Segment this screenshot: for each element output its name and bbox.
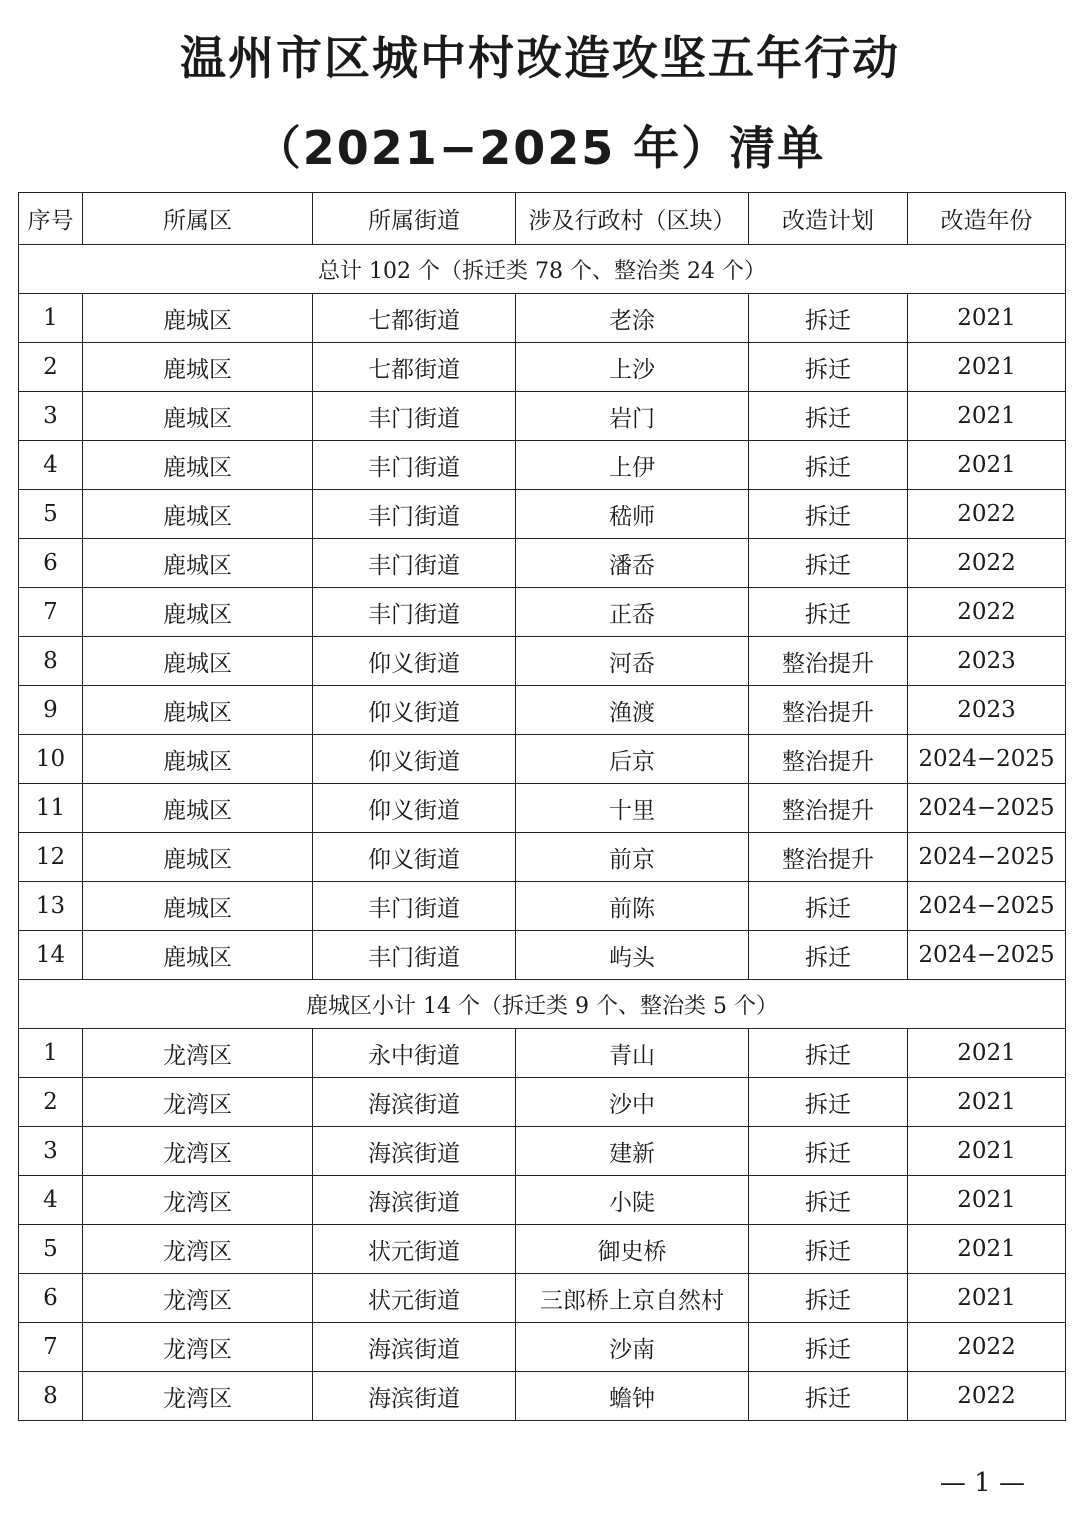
cell-year: 2024−2025 xyxy=(908,833,1066,882)
cell-seq: 1 xyxy=(19,1029,83,1078)
cell-village: 蟾钟 xyxy=(516,1372,749,1421)
cell-village: 潘岙 xyxy=(516,539,749,588)
cell-district: 鹿城区 xyxy=(83,588,313,637)
renovation-list-table xyxy=(18,192,1066,1421)
cell-plan: 拆迁 xyxy=(749,490,908,539)
cell-year: 2023 xyxy=(908,637,1066,686)
table-row xyxy=(19,1176,1066,1225)
cell-street: 仰义街道 xyxy=(313,784,516,833)
cell-seq: 6 xyxy=(19,539,83,588)
cell-seq: 1 xyxy=(19,294,83,343)
cell-district: 龙湾区 xyxy=(83,1029,313,1078)
cell-street: 永中街道 xyxy=(313,1029,516,1078)
cell-district: 鹿城区 xyxy=(83,294,313,343)
cell-seq: 3 xyxy=(19,1127,83,1176)
cell-district: 龙湾区 xyxy=(83,1225,313,1274)
header-year: 改造年份 xyxy=(908,193,1066,245)
cell-year: 2024−2025 xyxy=(908,931,1066,980)
cell-plan: 拆迁 xyxy=(749,441,908,490)
cell-plan: 拆迁 xyxy=(749,1372,908,1421)
cell-village: 后京 xyxy=(516,735,749,784)
table-row xyxy=(19,392,1066,441)
total-row xyxy=(19,245,1066,294)
cell-district: 鹿城区 xyxy=(83,392,313,441)
cell-plan: 拆迁 xyxy=(749,1176,908,1225)
cell-plan: 拆迁 xyxy=(749,539,908,588)
cell-street: 丰门街道 xyxy=(313,882,516,931)
cell-year: 2024−2025 xyxy=(908,784,1066,833)
cell-year: 2021 xyxy=(908,294,1066,343)
table-row xyxy=(19,1274,1066,1323)
cell-district: 鹿城区 xyxy=(83,637,313,686)
cell-year: 2022 xyxy=(908,588,1066,637)
cell-district: 鹿城区 xyxy=(83,490,313,539)
cell-seq: 10 xyxy=(19,735,83,784)
table-row xyxy=(19,1078,1066,1127)
cell-seq: 9 xyxy=(19,686,83,735)
cell-village: 青山 xyxy=(516,1029,749,1078)
table-row xyxy=(19,1029,1066,1078)
cell-street: 丰门街道 xyxy=(313,392,516,441)
cell-seq: 7 xyxy=(19,1323,83,1372)
cell-village: 岩门 xyxy=(516,392,749,441)
cell-year: 2022 xyxy=(908,490,1066,539)
table-row xyxy=(19,1127,1066,1176)
cell-seq: 13 xyxy=(19,882,83,931)
cell-plan: 拆迁 xyxy=(749,1029,908,1078)
cell-street: 海滨街道 xyxy=(313,1078,516,1127)
cell-street: 七都街道 xyxy=(313,294,516,343)
cell-plan: 拆迁 xyxy=(749,1127,908,1176)
cell-plan: 整治提升 xyxy=(749,735,908,784)
table-row xyxy=(19,1225,1066,1274)
table-row xyxy=(19,833,1066,882)
cell-street: 状元街道 xyxy=(313,1225,516,1274)
cell-plan: 拆迁 xyxy=(749,343,908,392)
table-row xyxy=(19,1372,1066,1421)
cell-plan: 拆迁 xyxy=(749,588,908,637)
cell-district: 龙湾区 xyxy=(83,1372,313,1421)
cell-seq: 14 xyxy=(19,931,83,980)
cell-street: 海滨街道 xyxy=(313,1127,516,1176)
table-row xyxy=(19,686,1066,735)
cell-seq: 5 xyxy=(19,1225,83,1274)
cell-street: 状元街道 xyxy=(313,1274,516,1323)
cell-village: 建新 xyxy=(516,1127,749,1176)
cell-street: 仰义街道 xyxy=(313,637,516,686)
cell-year: 2021 xyxy=(908,392,1066,441)
table-row xyxy=(19,343,1066,392)
header-plan: 改造计划 xyxy=(749,193,908,245)
table-row xyxy=(19,882,1066,931)
cell-village: 河岙 xyxy=(516,637,749,686)
cell-district: 鹿城区 xyxy=(83,539,313,588)
table-row xyxy=(19,735,1066,784)
cell-year: 2021 xyxy=(908,343,1066,392)
cell-district: 鹿城区 xyxy=(83,343,313,392)
cell-seq: 4 xyxy=(19,1176,83,1225)
cell-street: 海滨街道 xyxy=(313,1323,516,1372)
cell-village: 上伊 xyxy=(516,441,749,490)
cell-street: 海滨街道 xyxy=(313,1372,516,1421)
table-row xyxy=(19,588,1066,637)
cell-year: 2021 xyxy=(908,1029,1066,1078)
cell-street: 丰门街道 xyxy=(313,490,516,539)
cell-plan: 拆迁 xyxy=(749,294,908,343)
total-summary: 总计 102 个（拆迁类 78 个、整治类 24 个） xyxy=(19,245,1066,294)
cell-village: 渔渡 xyxy=(516,686,749,735)
cell-village: 御史桥 xyxy=(516,1225,749,1274)
cell-year: 2024−2025 xyxy=(908,735,1066,784)
header-district: 所属区 xyxy=(83,193,313,245)
cell-village: 三郎桥上京自然村 xyxy=(516,1274,749,1323)
cell-year: 2021 xyxy=(908,1078,1066,1127)
cell-village: 沙南 xyxy=(516,1323,749,1372)
cell-plan: 整治提升 xyxy=(749,784,908,833)
cell-district: 鹿城区 xyxy=(83,686,313,735)
table-row xyxy=(19,441,1066,490)
cell-seq: 5 xyxy=(19,490,83,539)
cell-village: 上沙 xyxy=(516,343,749,392)
cell-district: 龙湾区 xyxy=(83,1176,313,1225)
cell-district: 龙湾区 xyxy=(83,1323,313,1372)
cell-year: 2022 xyxy=(908,539,1066,588)
cell-seq: 3 xyxy=(19,392,83,441)
cell-district: 鹿城区 xyxy=(83,784,313,833)
cell-village: 前京 xyxy=(516,833,749,882)
cell-village: 正岙 xyxy=(516,588,749,637)
table-row xyxy=(19,490,1066,539)
cell-village: 屿头 xyxy=(516,931,749,980)
document-subtitle: （2021−2025 年）清单 xyxy=(254,121,826,175)
cell-village: 前陈 xyxy=(516,882,749,931)
cell-district: 龙湾区 xyxy=(83,1127,313,1176)
cell-seq: 12 xyxy=(19,833,83,882)
cell-seq: 4 xyxy=(19,441,83,490)
subtotal-summary: 鹿城区小计 14 个（拆迁类 9 个、整治类 5 个） xyxy=(19,980,1066,1029)
cell-plan: 整治提升 xyxy=(749,833,908,882)
table-header-row xyxy=(19,193,1066,245)
cell-year: 2023 xyxy=(908,686,1066,735)
cell-plan: 拆迁 xyxy=(749,1225,908,1274)
table-row xyxy=(19,539,1066,588)
cell-seq: 11 xyxy=(19,784,83,833)
table-row xyxy=(19,784,1066,833)
cell-plan: 拆迁 xyxy=(749,1323,908,1372)
table-row xyxy=(19,931,1066,980)
cell-year: 2021 xyxy=(908,441,1066,490)
cell-village: 十里 xyxy=(516,784,749,833)
cell-year: 2022 xyxy=(908,1323,1066,1372)
cell-year: 2021 xyxy=(908,1274,1066,1323)
cell-plan: 拆迁 xyxy=(749,1078,908,1127)
cell-seq: 2 xyxy=(19,1078,83,1127)
cell-year: 2021 xyxy=(908,1225,1066,1274)
cell-village: 老涂 xyxy=(516,294,749,343)
cell-street: 丰门街道 xyxy=(313,441,516,490)
cell-village: 沙中 xyxy=(516,1078,749,1127)
table-row xyxy=(19,637,1066,686)
cell-street: 丰门街道 xyxy=(313,931,516,980)
cell-village: 嵇师 xyxy=(516,490,749,539)
cell-seq: 8 xyxy=(19,637,83,686)
cell-district: 鹿城区 xyxy=(83,441,313,490)
cell-seq: 7 xyxy=(19,588,83,637)
cell-plan: 整治提升 xyxy=(749,686,908,735)
cell-street: 仰义街道 xyxy=(313,686,516,735)
cell-village: 小陡 xyxy=(516,1176,749,1225)
header-village: 涉及行政村（区块） xyxy=(516,193,749,245)
cell-seq: 6 xyxy=(19,1274,83,1323)
cell-year: 2022 xyxy=(908,1372,1066,1421)
subtotal-row xyxy=(19,980,1066,1029)
cell-street: 仰义街道 xyxy=(313,833,516,882)
cell-street: 海滨街道 xyxy=(313,1176,516,1225)
document-title: 温州市区城中村改造攻坚五年行动 xyxy=(180,31,900,85)
cell-year: 2024−2025 xyxy=(908,882,1066,931)
cell-street: 七都街道 xyxy=(313,343,516,392)
cell-plan: 拆迁 xyxy=(749,931,908,980)
cell-year: 2021 xyxy=(908,1176,1066,1225)
cell-seq: 2 xyxy=(19,343,83,392)
cell-district: 鹿城区 xyxy=(83,833,313,882)
cell-year: 2021 xyxy=(908,1127,1066,1176)
table-row xyxy=(19,294,1066,343)
cell-plan: 拆迁 xyxy=(749,392,908,441)
cell-district: 鹿城区 xyxy=(83,735,313,784)
table-row xyxy=(19,1323,1066,1372)
cell-street: 丰门街道 xyxy=(313,588,516,637)
cell-district: 龙湾区 xyxy=(83,1078,313,1127)
cell-plan: 拆迁 xyxy=(749,882,908,931)
header-seq: 序号 xyxy=(19,193,83,245)
cell-seq: 8 xyxy=(19,1372,83,1421)
cell-street: 仰义街道 xyxy=(313,735,516,784)
cell-plan: 拆迁 xyxy=(749,1274,908,1323)
cell-district: 龙湾区 xyxy=(83,1274,313,1323)
cell-district: 鹿城区 xyxy=(83,882,313,931)
cell-plan: 整治提升 xyxy=(749,637,908,686)
cell-district: 鹿城区 xyxy=(83,931,313,980)
header-street: 所属街道 xyxy=(313,193,516,245)
page-number: — 1 — xyxy=(939,1468,1025,1498)
cell-street: 丰门街道 xyxy=(313,539,516,588)
